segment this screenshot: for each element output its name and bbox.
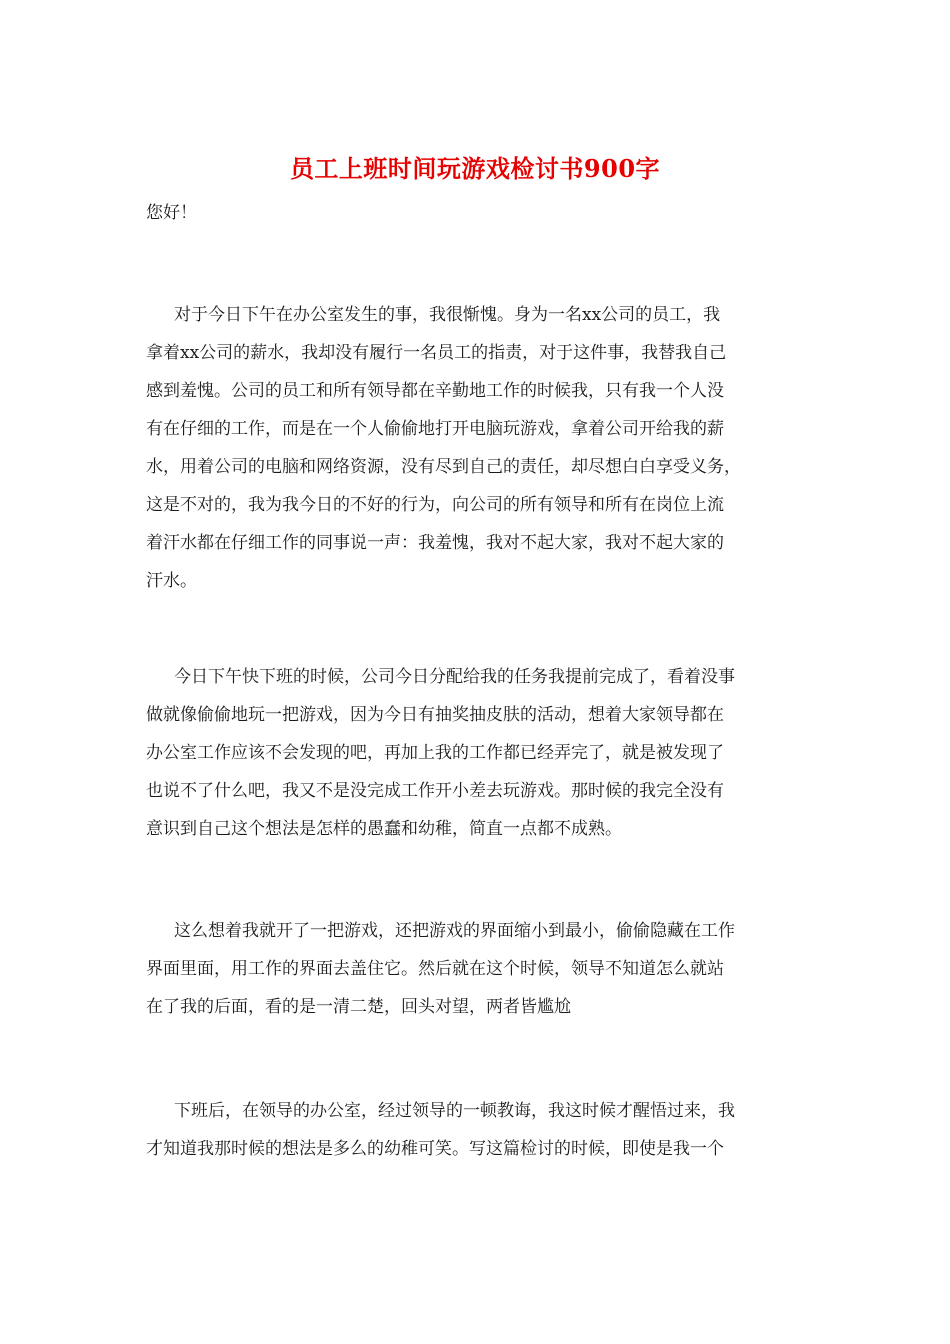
paragraph-line: 做就像偷偷地玩一把游戏，因为今日有抽奖抽皮肤的活动，想着大家领导都在 [146, 705, 724, 725]
paragraph-line: 才知道我那时候的想法是多么的幼稚可笑。写这篇检讨的时候，即使是我一个 [146, 1139, 724, 1159]
paragraph-line: 下班后，在领导的办公室，经过领导的一顿教诲，我这时候才醒悟过来，我 [174, 1101, 735, 1121]
paragraph-2 [146, 664, 811, 854]
paragraph-line: 意识到自己这个想法是怎样的愚蠢和幼稚，简直一点都不成熟。 [146, 819, 622, 839]
paragraph-1 [146, 302, 811, 606]
paragraph-3 [146, 918, 811, 1032]
paragraph-line: 汗水。 [146, 571, 197, 591]
paragraph-line: 有在仔细的工作，而是在一个人偷偷地打开电脑玩游戏，拿着公司开给我的薪 [146, 419, 724, 439]
paragraph-line: 感到羞愧。公司的员工和所有领导都在辛勤地工作的时候我，只有我一个人没 [146, 381, 724, 401]
greeting: 您好！ [146, 203, 197, 223]
paragraph-line: 这是不对的，我为我今日的不好的行为，向公司的所有领导和所有在岗位上流 [146, 495, 724, 515]
document-title: 员工上班时间玩游戏检讨书900字 [289, 154, 661, 183]
paragraph-line: 也说不了什么吧，我又不是没完成工作开小差去玩游戏。那时候的我完全没有 [146, 781, 724, 801]
paragraph-line: 对于今日下午在办公室发生的事，我很惭愧。身为一名xx公司的员工，我 [174, 305, 721, 325]
paragraph-line: 今日下午快下班的时候，公司今日分配给我的任务我提前完成了，看着没事 [174, 667, 735, 687]
paragraph-line: 水，用着公司的电脑和网络资源，没有尽到自己的责任，却尽想白白享受义务， [146, 457, 741, 477]
paragraph-4 [146, 1098, 811, 1174]
paragraph-line: 办公室工作应该不会发现的吧，再加上我的工作都已经弄完了，就是被发现了 [146, 743, 724, 763]
paragraph-line: 拿着xx公司的薪水，我却没有履行一名员工的指责，对于这件事，我替我自己 [146, 343, 727, 363]
paragraph-line: 在了我的后面，看的是一清二楚，回头对望，两者皆尴尬 [146, 997, 571, 1017]
paragraph-line: 界面里面，用工作的界面去盖住它。然后就在这个时候，领导不知道怎么就站 [146, 959, 724, 979]
paragraph-line: 这么想着我就开了一把游戏，还把游戏的界面缩小到最小，偷偷隐藏在工作 [174, 921, 735, 941]
paragraph-line: 着汗水都在仔细工作的同事说一声：我羞愧，我对不起大家，我对不起大家的 [146, 533, 724, 553]
